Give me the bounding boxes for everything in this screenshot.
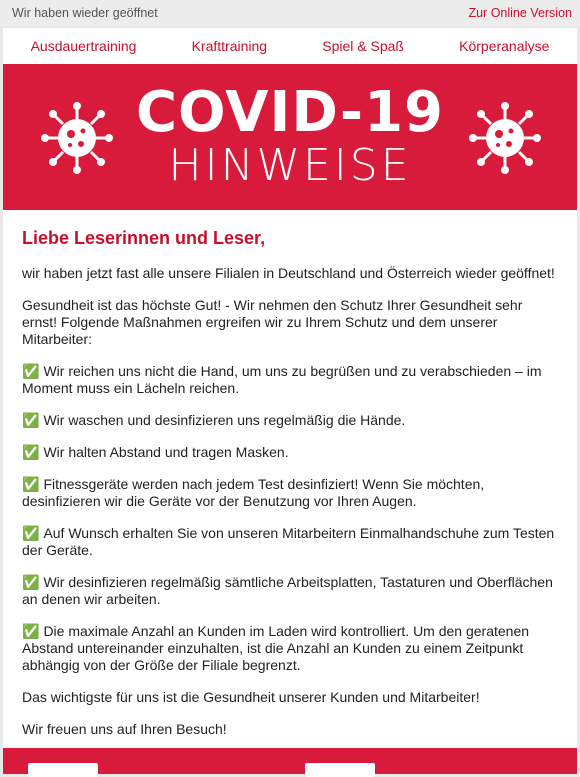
greeting-heading: Liebe Leserinnen und Leser, bbox=[22, 228, 266, 248]
category-nav bbox=[3, 28, 577, 64]
closing-paragraph: Das wichtigste für uns ist die Gesundheit unserer Kunden und Mitarbeiter! bbox=[22, 689, 480, 705]
measure-item: ✅ Wir reichen uns nicht die Hand, um uns zu begrüßen und zu verabschieden – im Moment muss ein Lächeln reichen. bbox=[22, 363, 542, 396]
measures-intro: Gesundheit ist das höchste Gut! - Wir nehmen den Schutz Ihrer Gesundheit sehr ernst! Folgende Maßnahmen ergreifen wir zu Ihrem Schutz und dem unserer Mitarbeiter: bbox=[22, 297, 523, 347]
letter-body bbox=[3, 210, 577, 770]
nav-krafttraining[interactable]: Krafttraining bbox=[191, 38, 268, 54]
measure-item: ✅ Fitnessgeräte werden nach jedem Test desinfiziert! Wenn Sie möchten, desinfizieren wir die Geräte vor der Benutzung vor Ihren Augen. bbox=[22, 476, 485, 509]
footer-button[interactable] bbox=[305, 763, 375, 777]
covid-banner bbox=[3, 64, 577, 210]
check-icon: ✅ bbox=[22, 574, 40, 590]
check-icon: ✅ bbox=[22, 476, 40, 492]
footer-bar bbox=[3, 748, 577, 774]
check-icon: ✅ bbox=[22, 363, 40, 379]
online-version-link[interactable]: Zur Online Version bbox=[468, 6, 572, 20]
newsletter-card bbox=[3, 28, 577, 774]
check-icon: ✅ bbox=[22, 412, 40, 428]
measure-item: ✅ Die maximale Anzahl an Kunden im Laden wird kontrolliert. Um den geratenen Abstand untereinander einzuhalten, ist die Anzahl an Kunden zu einem Zeitpunkt abhängig von der Größe der Filiale begrenzt. bbox=[22, 623, 530, 673]
virus-icon bbox=[41, 102, 113, 174]
check-icon: ✅ bbox=[22, 444, 40, 460]
nav-spiel-spass[interactable]: Spiel & Spaß bbox=[322, 38, 404, 54]
check-icon: ✅ bbox=[22, 623, 40, 639]
intro-paragraph: wir haben jetzt fast alle unsere Filialen in Deutschland und Österreich wieder geöffnet! bbox=[22, 265, 555, 281]
preheader-text: Wir haben wieder geöffnet bbox=[12, 6, 158, 20]
preheader-bar bbox=[0, 0, 580, 26]
nav-koerperanalyse[interactable]: Körperanalyse bbox=[459, 38, 550, 54]
measure-item: ✅ Wir halten Abstand und tragen Masken. bbox=[22, 444, 289, 460]
check-icon: ✅ bbox=[22, 525, 40, 541]
measure-item: ✅ Auf Wunsch erhalten Sie von unseren Mitarbeitern Einmalhandschuhe zum Testen der Geräte. bbox=[22, 525, 555, 558]
measure-item: ✅ Wir waschen und desinfizieren uns regelmäßig die Hände. bbox=[22, 412, 406, 428]
visit-paragraph: Wir freuen uns auf Ihren Besuch! bbox=[22, 721, 227, 737]
measure-item: ✅ Wir desinfizieren regelmäßig sämtliche Arbeitsplatten, Tastaturen und Oberflächen an denen wir arbeiten. bbox=[22, 574, 553, 607]
virus-icon bbox=[469, 102, 541, 174]
footer-button[interactable] bbox=[28, 763, 98, 777]
nav-ausdauertraining[interactable]: Ausdauertraining bbox=[30, 38, 137, 54]
banner-title: COVID-19 bbox=[135, 80, 445, 145]
banner-subtitle: HINWEISE bbox=[168, 140, 412, 191]
